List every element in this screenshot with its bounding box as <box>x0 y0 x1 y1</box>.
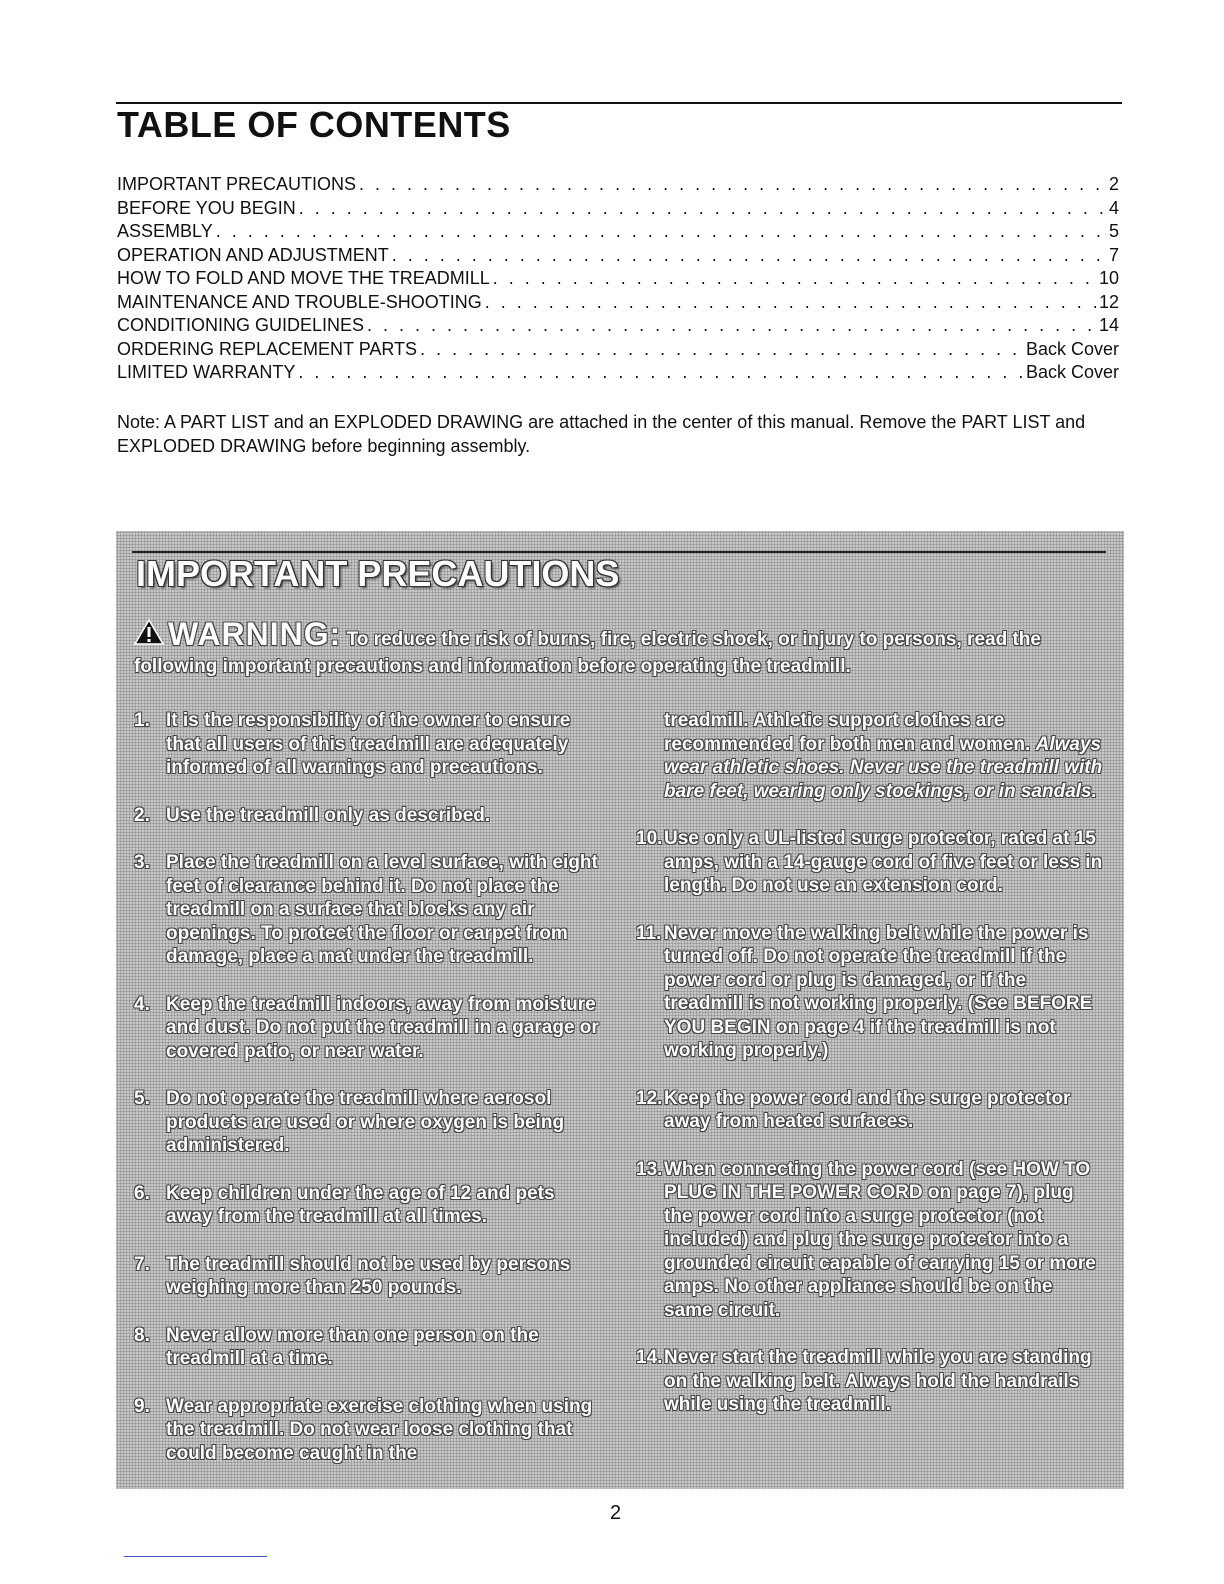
warning-triangle-icon <box>134 619 164 653</box>
precaution-item: 12. Keep the power cord and the surge protector away from heated surfaces. <box>636 1087 1071 1132</box>
precaution-item: 3. Place the treadmill on a level surface, with eight feet of clearance behind it. Do not place the treadmill on a surface that blocks any air openings. To protect the floor or carpet from damage, place a mat under the treadmill. <box>134 852 598 967</box>
precaution-item: 8. Never allow more than one person on the treadmill at a time. <box>134 1324 539 1369</box>
toc-entry[interactable]: HOW TO FOLD AND MOVE THE TREADMILL . . . 10 <box>117 268 1119 292</box>
assembly-note: Note: A PART LIST and an EXPLODED DRAWING are attached in the center of this manual. Remove the PART LIST and EXPLODED DRAWING before beginning assembly. <box>117 412 1086 456</box>
precaution-item: 11. Never move the walking belt while the power is turned off. Do not operate the treadmill if the power cord or plug is damaged, or if the treadmill is not working properly. (See BEFORE YOU BEGIN on page 4 if the treadmill is not working properly.) <box>636 922 1093 1061</box>
precaution-item: 5. Do not operate the treadmill where aerosol products are used or where oxygen is being administered. <box>134 1088 565 1156</box>
precaution-item: 1. It is the responsibility of the owner to ensure that all users of this treadmill are adequately informed of all warnings and precautions. <box>134 710 571 778</box>
toc-entry[interactable]: CONDITIONING GUIDELINES . . . 14 <box>117 315 1119 339</box>
precaution-item: 13. When connecting the power cord (see HOW TO PLUG IN THE POWER CORD on page 7), plug the power cord into a surge protector (not included) and plug the surge protector into a grounded circuit capable of carrying 15 or more amps. No other appliance should be on the same circuit. <box>636 1158 1096 1321</box>
precaution-item: 10. Use only a UL-listed surge protector, rated at 15 amps, with a 14-gauge cord of five feet or less in length. Do not use an extension cord. <box>636 828 1103 896</box>
precaution-item: 7. The treadmill should not be used by persons weighing more than 250 pounds. <box>134 1253 571 1298</box>
toc-entry[interactable]: OPERATION AND ADJUSTMENT . . . 7 <box>117 245 1119 269</box>
toc-entry[interactable]: BEFORE YOU BEGIN . . . 4 <box>117 198 1119 222</box>
precautions-left-column <box>134 709 604 1489</box>
precautions-panel <box>116 531 1124 1489</box>
toc-entry[interactable]: LIMITED WARRANTY . . . Back Cover <box>117 362 1119 386</box>
warning-word: WARNING: <box>168 616 342 652</box>
precaution-item: 14. Never start the treadmill while you are standing on the walking belt. Always hold the handrails while using the treadmill. <box>636 1347 1092 1415</box>
warning-statement <box>134 616 1102 680</box>
toc-entry[interactable]: ASSEMBLY . . . 5 <box>117 221 1119 245</box>
precautions-right-column <box>636 709 1104 1441</box>
precaution-item: 9. Wear appropriate exercise clothing when using the treadmill. Do not wear loose clothing that could become caught in the <box>134 1395 593 1464</box>
toc-title: TABLE OF CONTENTS <box>117 104 511 145</box>
toc-list <box>117 174 1119 386</box>
page-number: 2 <box>610 1502 622 1524</box>
precautions-title: IMPORTANT PRECAUTIONS <box>136 553 620 594</box>
toc-entry[interactable]: MAINTENANCE AND TROUBLE-SHOOTING . . . 12 <box>117 292 1119 316</box>
footer-rule <box>124 1556 267 1557</box>
precaution-item-9-continued: treadmill. Athletic support clothes are recommended for both men and women. Always wear athletic shoes. Never use the treadmill with bare feet, wearing only stockings, or in sandals. <box>664 710 1103 802</box>
precaution-item: 4. Keep the treadmill indoors, away from moisture and dust. Do not put the treadmill in a garage or covered patio, or near water. <box>134 993 599 1062</box>
toc-entry[interactable]: ORDERING REPLACEMENT PARTS . . . Back Cover <box>117 339 1119 363</box>
precaution-item: 2. Use the treadmill only as described. <box>134 804 491 826</box>
warning-text: To reduce the risk of burns, fire, electric shock, or injury to persons, read the following important precautions and information before operating the treadmill. <box>134 629 1041 677</box>
precaution-item: 6. Keep children under the age of 12 and pets away from the treadmill at all times. <box>134 1182 555 1227</box>
toc-entry[interactable]: IMPORTANT PRECAUTIONS . . . 2 <box>117 174 1119 198</box>
